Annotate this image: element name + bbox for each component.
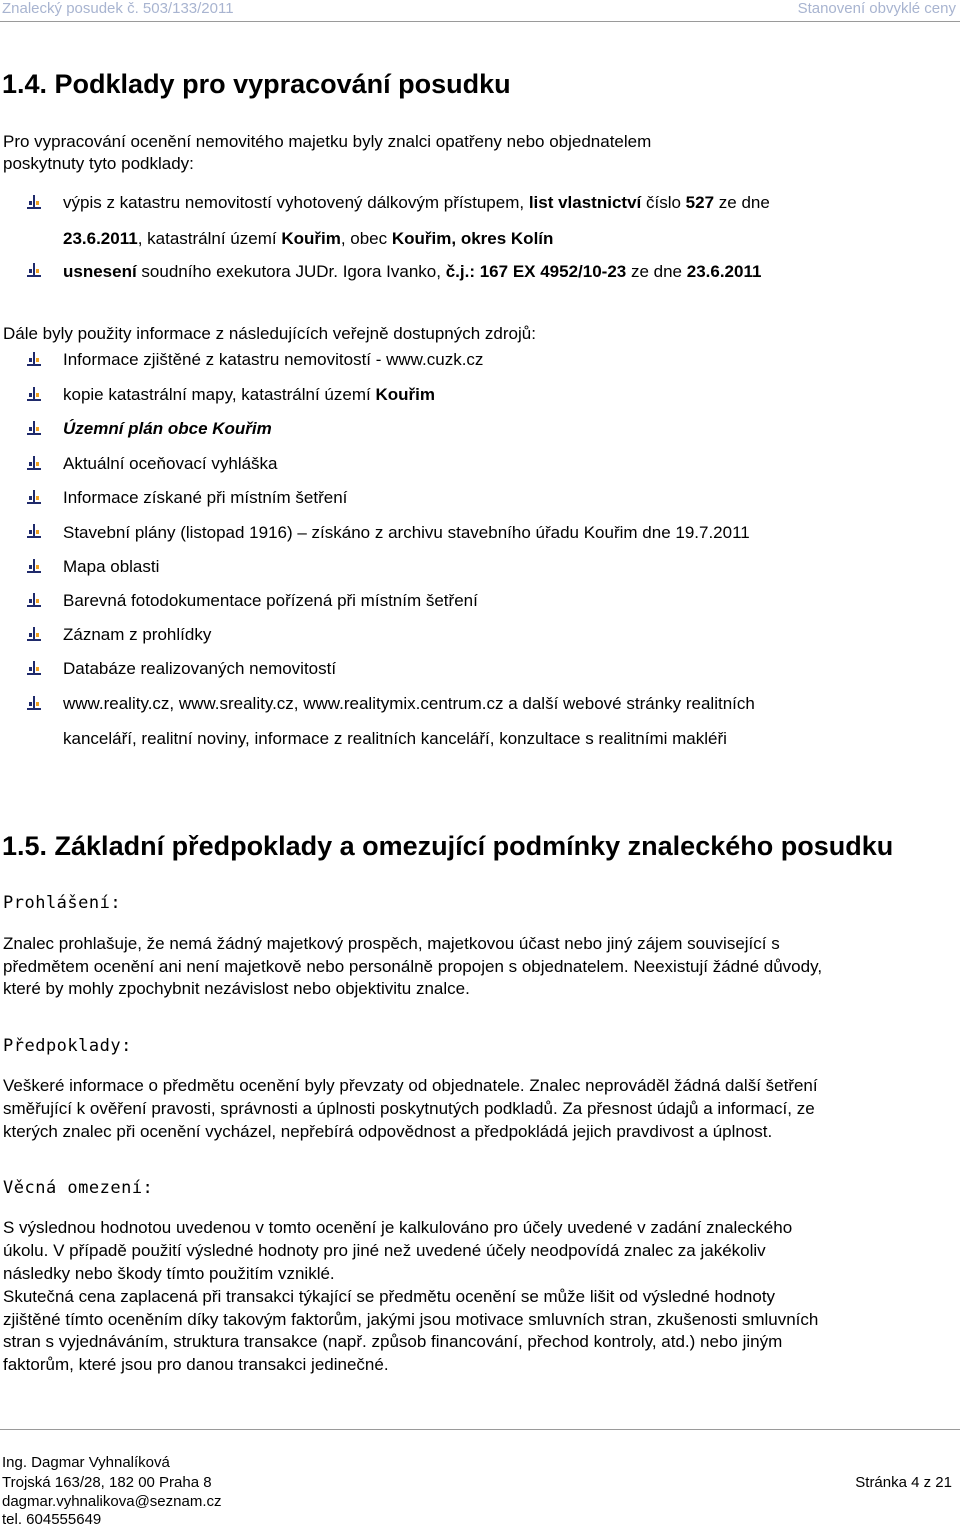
prohlaseni-line-3: které by mohly zpochybnit nezávislost nebo objektivitu znalce. <box>3 979 470 998</box>
source-item-mapa-oblasti: Mapa oblasti <box>63 557 160 576</box>
prohlaseni-line-2: předmětem ocenění ani není majetkově nebo personálně propojen s objednatelem. Neexistují žádné důvody, <box>3 957 823 976</box>
predpoklady-line-2: směřující k ověření pravosti, správnosti a úplnosti poskytnutých podkladů. Za přesnost údajů a informací, ze <box>3 1099 815 1118</box>
footer-phone: tel. 604555649 <box>2 1511 102 1528</box>
pen-nib-bullet-icon <box>27 627 41 641</box>
source-item-weby-line2: kanceláří, realitní noviny, informace z realitních kanceláří, konzultace s realitními makléři <box>63 729 727 748</box>
pen-nib-bullet-icon <box>27 524 41 538</box>
source-item-databaze: Databáze realizovaných nemovitostí <box>63 659 337 678</box>
pen-nib-bullet-icon <box>27 559 41 573</box>
prohlaseni-line-1: Znalec prohlašuje, že nemá žádný majetkový prospěch, majetkovou účast nebo jiný zájem související s <box>3 934 780 953</box>
footer-divider <box>0 1429 960 1430</box>
source-item-fotodokumentace: Barevná fotodokumentace pořízená při místním šetření <box>63 591 478 610</box>
list-item-usneseni: usnesení soudního exekutora JUDr. Igora Ivanko, č.j.: 167 EX 4952/10-23 ze dne 23.6.2011 <box>63 262 762 281</box>
header-divider <box>0 21 960 22</box>
pen-nib-bullet-icon <box>27 387 41 401</box>
pen-nib-bullet-icon <box>27 263 41 277</box>
section-heading-1-5: 1.5. Základní předpoklady a omezující podmínky znaleckého posudku <box>2 831 894 861</box>
header-section-title: Stanovení obvyklé ceny <box>797 0 956 17</box>
pen-nib-bullet-icon <box>27 456 41 470</box>
footer-page-number: Stránka 4 z 21 <box>855 1474 952 1491</box>
source-item-cuzk: Informace zjištěné z katastru nemovitostí - www.cuzk.cz <box>63 350 484 369</box>
pen-nib-bullet-icon <box>27 352 41 366</box>
section-heading-1-4: 1.4. Podklady pro vypracování posudku <box>2 69 511 99</box>
omezeni-line-1: S výslednou hodnotou uvedenou v tomto ocenění je kalkulováno pro účely uvedené v zadání znaleckého <box>3 1218 793 1237</box>
footer-address: Trojská 163/28, 182 00 Praha 8 <box>2 1474 212 1491</box>
list-item-katastr: výpis z katastru nemovitostí vyhotovený dálkovým přístupem, list vlastnictví číslo 527 ze dne <box>63 193 770 212</box>
predpoklady-line-3: kterých znalec při ocenění vycházel, nepřebírá odpovědnost a předpokládá jejich pravdivost a úplnost. <box>3 1122 773 1141</box>
pen-nib-bullet-icon <box>27 661 41 675</box>
source-item-uzemni-plan: Územní plán obce Kouřim <box>63 419 272 438</box>
label-predpoklady: Předpoklady: <box>3 1036 132 1056</box>
sources-intro: Dále byly použity informace z následujících veřejně dostupných zdrojů: <box>3 324 536 343</box>
label-prohlaseni: Prohlášení: <box>3 893 122 913</box>
source-item-vyhlaska: Aktuální oceňovací vyhláška <box>63 454 278 473</box>
label-vecna-omezeni: Věcná omezení: <box>3 1178 154 1198</box>
pen-nib-bullet-icon <box>27 195 41 209</box>
source-item-setreni: Informace získané při místním šetření <box>63 488 348 507</box>
omezeni-line-2: úkolu. V případě použití výsledné hodnoty pro jiné než uvedené účely neodpovídá znalec za jakékoliv <box>3 1241 766 1260</box>
header-document-title: Znalecký posudek č. 503/133/2011 <box>2 0 234 17</box>
omezeni-line-6: stran s vyjednáváním, struktura transakce (např. způsob financování, přechod kontroly, atd.) nebo jiným <box>3 1332 783 1351</box>
omezeni-line-3: následky nebo škody tímto použitím vzniklé. <box>3 1264 335 1283</box>
predpoklady-line-1: Veškeré informace o předmětu ocenění byly převzaty od objednatele. Znalec neprováděl žádná další šetření <box>3 1076 818 1095</box>
source-item-weby-line1: www.reality.cz, www.sreality.cz, www.realitymix.centrum.cz a další webové stránky realitních <box>63 694 755 713</box>
pen-nib-bullet-icon <box>27 490 41 504</box>
footer-author-name: Ing. Dagmar Vyhnalíková <box>2 1454 170 1471</box>
pen-nib-bullet-icon <box>27 421 41 435</box>
footer-email: dagmar.vyhnalikova@seznam.cz <box>2 1493 222 1510</box>
source-item-mapa: kopie katastrální mapy, katastrální území Kouřim <box>63 385 435 404</box>
omezeni-line-4: Skutečná cena zaplacená při transakci týkající se předmětu ocenění se může lišit od výsledné hodnoty <box>3 1287 776 1306</box>
list-item-katastr-cont: 23.6.2011, katastrální území Kouřim, obec Kouřim, okres Kolín <box>63 229 554 248</box>
omezeni-line-5: zjištěné tímto oceněním díky takovým faktorům, jakými jsou motivace smluvních stran, zkušenosti smluvních <box>3 1310 819 1329</box>
pen-nib-bullet-icon <box>27 593 41 607</box>
source-item-zaznam: Záznam z prohlídky <box>63 625 212 644</box>
intro-line-2: poskytnuty tyto podklady: <box>3 154 194 173</box>
source-item-stavebni-plany: Stavební plány (listopad 1916) – získáno z archivu stavebního úřadu Kouřim dne 19.7.2011 <box>63 523 750 542</box>
pen-nib-bullet-icon <box>27 696 41 710</box>
omezeni-line-7: faktorům, které jsou pro danou transakci jedinečné. <box>3 1355 389 1374</box>
intro-line-1: Pro vypracování ocenění nemovitého majetku byly znalci opatřeny nebo objednatelem <box>3 132 652 151</box>
